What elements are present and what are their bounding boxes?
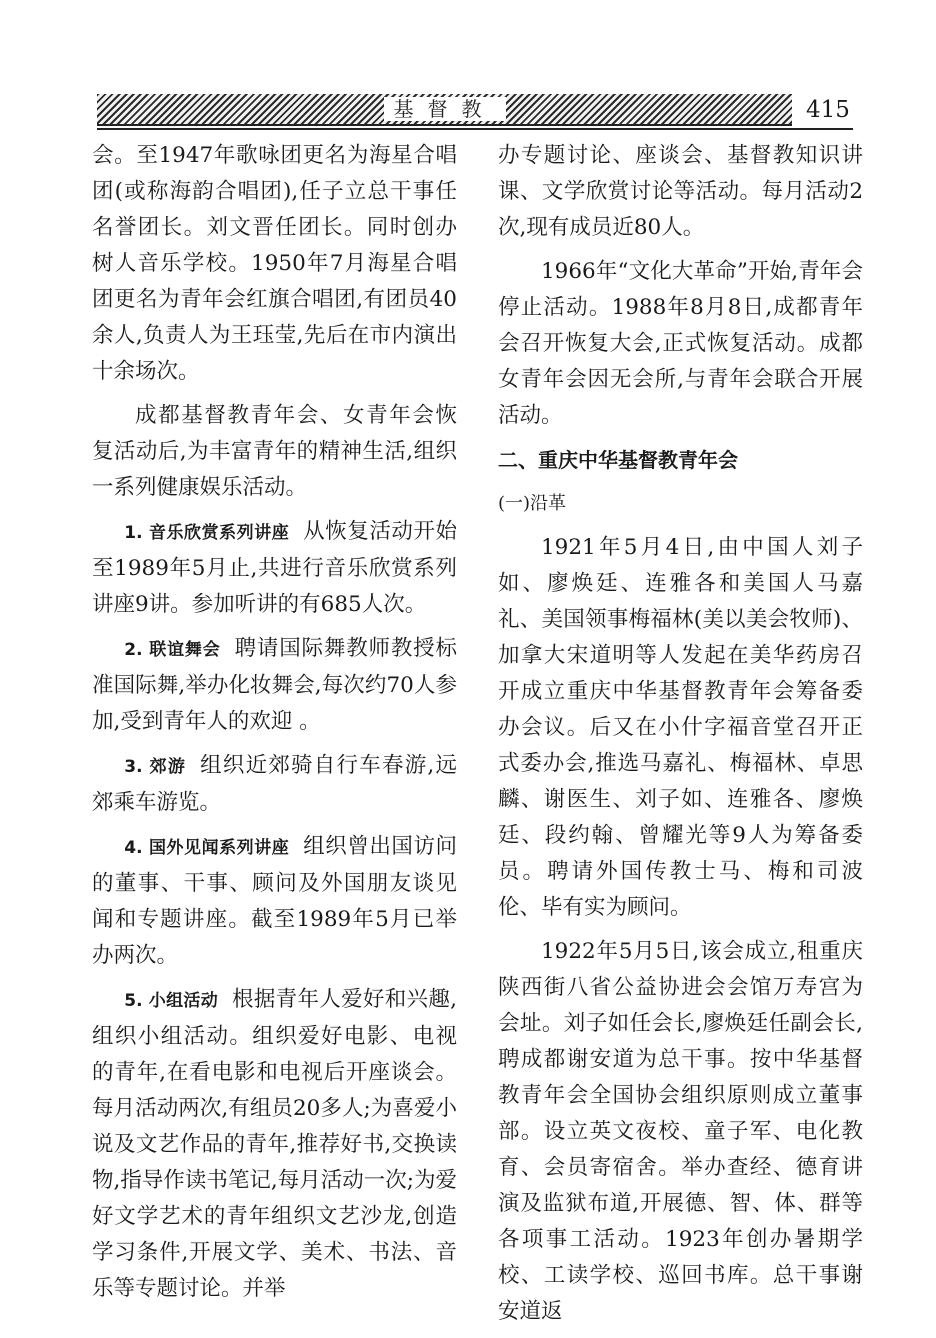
list-item-text: 组织曾出国访问的董事、干事、顾问及外国朋友谈见闻和专题讲座。截至1989年5月已举办两次。 [92, 834, 457, 968]
list-item [92, 631, 457, 740]
list-item [92, 748, 457, 821]
paragraph: 1966年“文化大革命”开始,青年会停止活动。1988年8月8日,成都青年会召开恢复大会,正式恢复活动。成都女青年会因无会所,与青年会联合开展活动。 [498, 259, 863, 428]
section-heading: 二、重庆中华基督教青年会 [498, 448, 738, 472]
subsection-heading: (一)沿革 [498, 493, 567, 514]
list-item-text: 根据青年人爱好和兴趣,组织小组活动。组织爱好电影、电视的青年,在看电影和电视后开座谈会。每月活动两次,有组员20多人;为喜爱小说及文艺作品的青年,推荐好书,交换读物,指导作读书笔记,每月活动一次;为爱好文学艺术的青年组织文艺沙龙,创造学习条件,开展文学、美术、书法、音乐等专题讨论。并举 [92, 987, 457, 1301]
header-rule [97, 128, 853, 130]
list-item-label: 2. 联谊舞会 [124, 640, 221, 660]
running-header-bar [97, 94, 792, 126]
list-item-label: 1. 音乐欣赏系列讲座 [124, 523, 290, 543]
list-item [92, 982, 457, 1307]
paragraph: 1922年5月5日,该会成立,租重庆陕西街八省公益协进会会馆万寿宫为会址。刘子如任会长,廖焕廷任副会长,聘成都谢安道为总干事。按中华基督教青年会全国协会组织原则成立董事部。设立英文夜校、童子军、电化教育、会员寄宿舍。举办查经、德育讲演及监狱布道,开展德、智、体、群等各项事工活动。1923年创办暑期学校、工读学校、巡回书库。总干事谢安道返 [498, 939, 863, 1324]
paragraph: 成都基督教青年会、女青年会恢复活动后,为丰富青年的精神生活,组织一系列健康娱乐活动。 [92, 403, 457, 500]
list-item-label: 3. 郊游 [124, 757, 187, 777]
list-item [92, 514, 457, 623]
list-item-text: 从恢复活动开始至1989年5月止,共进行音乐欣赏系列讲座9讲。参加听讲的有685人次。 [92, 519, 457, 617]
list-item-label: 5. 小组活动 [124, 991, 219, 1011]
paragraph: 办专题讨论、座谈会、基督教知识讲课、文学欣赏讨论等活动。每月活动2次,现有成员近80人。 [498, 143, 863, 240]
list-item-label: 4. 国外见闻系列讲座 [124, 838, 290, 858]
left-column [92, 138, 457, 1315]
right-column [498, 138, 863, 1338]
running-header-title: 基督教 [384, 97, 506, 121]
paragraph: 会。至1947年歌咏团更名为海星合唱团(或称海韵合唱团),任子立总干事任名誉团长。刘文晋任团长。同时创办树人音乐学校。1950年7月海星合唱团更名为青年会红旗合唱团,有团员40余人,负责人为王珏莹,先后在市内演出十余场次。 [92, 143, 457, 384]
list-item-text: 聘请国际舞教师教授标准国际舞,举办化妆舞会,每次约70人参加,受到青年人的欢迎 。 [92, 636, 457, 734]
list-item-text: 组织近郊骑自行车春游,远郊乘车游览。 [92, 753, 457, 815]
page-number: 415 [806, 97, 850, 123]
list-item [92, 829, 457, 974]
paragraph: 1921年5月4日,由中国人刘子如、廖焕廷、连雅各和美国人马嘉礼、美国领事梅福林(美以美会牧师)、加拿大宋道明等人发起在美华药房召开成立重庆中华基督教青年会筹备委办会议。后又在小什字福音堂召开正式委办会,推选马嘉礼、梅福林、卓思麟、谢医生、刘子如、连雅各、廖焕廷、段约翰、曾耀光等9人为筹备委员。聘请外国传教士马、梅和司波伦、毕有实为顾问。 [498, 535, 863, 920]
